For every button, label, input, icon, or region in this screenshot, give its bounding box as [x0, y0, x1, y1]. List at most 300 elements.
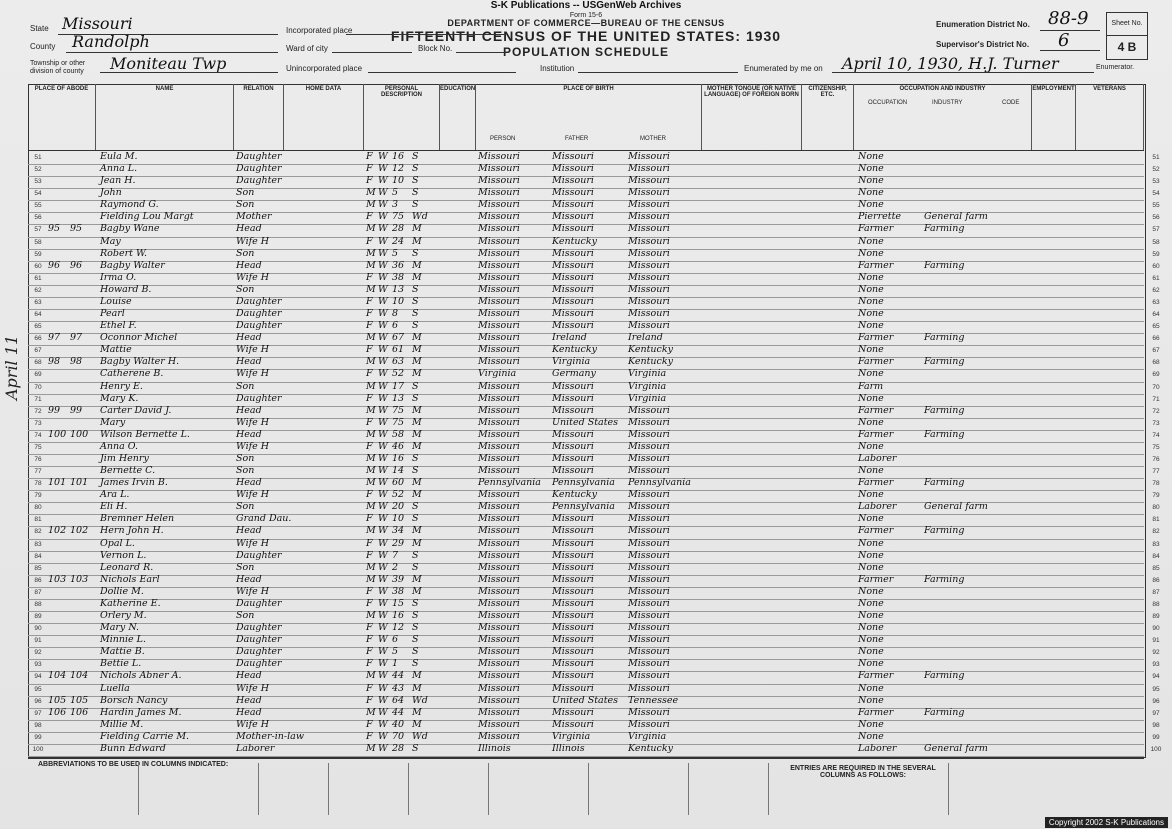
row-number: 56 [34, 214, 42, 222]
birthplace-person: Missouri [478, 597, 520, 609]
birthplace-mother: Missouri [628, 235, 670, 247]
sex: F [366, 392, 373, 404]
row-number: 58 [34, 238, 42, 246]
row-number-right: 53 [1152, 178, 1160, 186]
family-number: 101 [70, 477, 89, 489]
sex: M [366, 356, 376, 368]
race: W [378, 489, 388, 501]
age: 60 [392, 477, 405, 489]
birthplace-father: Missouri [552, 428, 594, 440]
age: 44 [392, 706, 405, 718]
birthplace-father: United States [552, 416, 619, 428]
birthplace-person: Missouri [478, 259, 520, 271]
marital-status: S [412, 634, 419, 646]
birthplace-father: Missouri [552, 283, 594, 295]
person-name: Vernon L. [100, 549, 147, 561]
relation: Wife H [236, 440, 270, 452]
marital-status: M [412, 344, 422, 356]
column-header-label: EMPLOYMENT [1032, 86, 1075, 92]
birthplace-person: Missouri [478, 247, 520, 259]
person-name: Henry E. [100, 380, 143, 392]
person-name: Catherene B. [100, 368, 164, 380]
birthplace-father: Virginia [552, 730, 591, 742]
birthplace-mother: Missouri [628, 175, 670, 187]
row-number: 92 [34, 649, 42, 657]
age: 39 [392, 573, 405, 585]
birthplace-father: Missouri [552, 453, 594, 464]
birthplace-father: Missouri [552, 440, 594, 452]
relation: Son [236, 453, 255, 464]
dwelling-number: 106 [48, 706, 67, 718]
birthplace-mother: Missouri [628, 597, 670, 609]
row-number-right: 67 [1152, 347, 1160, 355]
sex: F [366, 320, 373, 332]
occupation: None [858, 440, 884, 452]
occupation: None [858, 283, 884, 295]
row-number: 53 [34, 178, 42, 186]
birthplace-person: Missouri [478, 453, 520, 464]
birthplace-father: Missouri [552, 670, 594, 682]
sex: F [366, 211, 373, 223]
relation: Daughter [236, 658, 282, 670]
abbreviations-title: ABBREVIATIONS TO BE USED IN COLUMNS INDICATED: [38, 761, 229, 768]
occupation: Farmer [858, 706, 894, 718]
relation: Son [236, 187, 255, 199]
row-number-right: 78 [1152, 480, 1160, 488]
person-name: Ethel F. [100, 320, 137, 332]
relation: Mother [236, 211, 272, 223]
relation: Daughter [236, 151, 282, 162]
family-number: 102 [70, 525, 89, 537]
family-number: 96 [70, 259, 83, 271]
person-name: Carter David J. [100, 404, 172, 416]
sex: F [366, 308, 373, 320]
relation: Wife H [236, 235, 270, 247]
row-number-right: 76 [1152, 456, 1160, 463]
family-number: 106 [70, 706, 89, 718]
birthplace-person: Missouri [478, 175, 520, 187]
dwelling-number: 105 [48, 694, 67, 706]
age: 1 [392, 658, 399, 670]
birthplace-father: Missouri [552, 187, 594, 199]
birthplace-person: Missouri [478, 561, 520, 573]
sex: M [366, 404, 376, 416]
marital-status: S [412, 187, 419, 199]
birthplace-father: Missouri [552, 404, 594, 416]
ward-label: Ward of city [286, 44, 328, 53]
occupation: None [858, 247, 884, 259]
race: W [378, 392, 388, 404]
occupation: None [858, 718, 884, 730]
dwelling-number: 101 [48, 477, 67, 489]
row-number: 90 [34, 625, 42, 633]
person-name: Katherine E. [100, 597, 161, 609]
birthplace-person: Missouri [478, 489, 520, 501]
column-header [802, 84, 854, 150]
family-number: 97 [70, 332, 83, 344]
age: 61 [392, 344, 405, 356]
form-number: Form 15-6 [569, 12, 603, 19]
race: W [378, 634, 388, 646]
sex: F [366, 658, 373, 670]
person-name: Bagby Wane [100, 223, 160, 235]
birthplace-mother: Missouri [628, 163, 670, 175]
person-name: Mattie B. [100, 646, 145, 658]
industry: Farming [924, 525, 965, 537]
race: W [378, 646, 388, 658]
sheet-label: Sheet No. [1107, 13, 1147, 36]
relation: Daughter [236, 295, 282, 307]
sex: M [366, 525, 376, 537]
dwelling-number: 95 [48, 223, 61, 235]
age: 16 [392, 453, 405, 464]
row-number-right: 95 [1152, 685, 1160, 693]
row-number: 81 [34, 516, 42, 524]
birthplace-father: Virginia [552, 356, 591, 368]
birthplace-person: Missouri [478, 404, 520, 416]
state-label: State [30, 24, 49, 33]
row-number: 83 [34, 540, 42, 548]
marital-status: S [412, 742, 419, 754]
occupation: None [858, 344, 884, 356]
marital-status: M [412, 428, 422, 440]
row-number-right: 64 [1152, 311, 1160, 319]
column-header [854, 84, 1032, 150]
relation: Wife H [236, 344, 270, 356]
row-number: 73 [34, 419, 42, 427]
row-number-right: 93 [1152, 661, 1160, 669]
row-number: 87 [34, 588, 42, 596]
race: W [378, 465, 388, 477]
sex: F [366, 416, 373, 428]
person-name: Bettie L. [100, 658, 142, 670]
dwelling-number: 103 [48, 573, 67, 585]
relation: Head [236, 223, 262, 235]
occupation: Farmer [858, 670, 894, 682]
person-name: Ara L. [100, 489, 130, 501]
marital-status: S [412, 561, 419, 573]
relation: Head [236, 573, 262, 585]
relation: Mother-in-law [236, 730, 304, 742]
marital-status: M [412, 223, 422, 235]
race: W [378, 682, 388, 694]
sex: F [366, 622, 373, 634]
person-name: Millie M. [100, 718, 144, 730]
birthplace-father: Missouri [552, 259, 594, 271]
relation: Wife H [236, 537, 270, 549]
sex: M [366, 742, 376, 754]
age: 70 [392, 730, 405, 742]
row-number-right: 86 [1152, 576, 1160, 584]
occupation: Farmer [858, 477, 894, 489]
row-number-right: 99 [1152, 733, 1160, 741]
occupation: None [858, 646, 884, 658]
row-number-right: 70 [1152, 383, 1160, 391]
row-number-right: 54 [1152, 190, 1160, 198]
birthplace-mother: Missouri [628, 453, 670, 464]
occupation: None [858, 622, 884, 634]
marital-status: S [412, 151, 419, 162]
birthplace-mother: Missouri [628, 646, 670, 658]
sex: F [366, 549, 373, 561]
birthplace-mother: Missouri [628, 151, 670, 162]
sex: F [366, 295, 373, 307]
row-number-right: 97 [1152, 709, 1160, 717]
age: 38 [392, 585, 405, 597]
age: 5 [392, 187, 399, 199]
occupation: None [858, 320, 884, 332]
family-number: 105 [70, 694, 89, 706]
age: 10 [392, 295, 405, 307]
sex: F [366, 163, 373, 175]
row-number-right: 81 [1152, 516, 1160, 524]
family-number: 99 [70, 404, 83, 416]
race: W [378, 247, 388, 259]
birthplace-mother: Missouri [628, 187, 670, 199]
row-number-right: 87 [1152, 588, 1160, 596]
marital-status: M [412, 356, 422, 368]
occupation: None [858, 295, 884, 307]
enumerator-label: Enumerator. [1096, 64, 1135, 71]
birthplace-father: Missouri [552, 211, 594, 223]
birthplace-mother: Missouri [628, 622, 670, 634]
birthplace-mother: Missouri [628, 199, 670, 211]
marital-status: S [412, 175, 419, 187]
occupation: None [858, 163, 884, 175]
race: W [378, 295, 388, 307]
race: W [378, 368, 388, 380]
dwelling-number: 104 [48, 670, 67, 682]
occupation: None [858, 416, 884, 428]
birthplace-person: Missouri [478, 525, 520, 537]
birthplace-father: Missouri [552, 597, 594, 609]
sex: F [366, 694, 373, 706]
industry: Farming [924, 428, 965, 440]
column-header-label: EDUCATION [440, 86, 476, 92]
sheet-number-box [1106, 12, 1148, 60]
occupation: None [858, 465, 884, 477]
person-name: Howard B. [100, 283, 152, 295]
birthplace-mother: Missouri [628, 465, 670, 477]
marital-status: S [412, 513, 419, 525]
age: 40 [392, 718, 405, 730]
ed-value: 88-9 [1048, 8, 1089, 29]
birthplace-father: Germany [552, 368, 596, 380]
enumerated-label: Enumerated by me on [744, 64, 823, 73]
row-number-right: 80 [1152, 504, 1160, 512]
occupation: None [858, 585, 884, 597]
age: 43 [392, 682, 405, 694]
birthplace-person: Missouri [478, 380, 520, 392]
unincorporated-label: Unincorporated place [286, 64, 363, 73]
race: W [378, 223, 388, 235]
birthplace-mother: Missouri [628, 440, 670, 452]
race: W [378, 730, 388, 742]
person-name: John [100, 187, 122, 199]
marital-status: M [412, 682, 422, 694]
relation: Head [236, 706, 262, 718]
township-value: Moniteau Twp [110, 54, 227, 73]
relation: Head [236, 694, 262, 706]
sex: M [366, 561, 376, 573]
industry: General farm [924, 211, 988, 223]
birthplace-person: Missouri [478, 283, 520, 295]
person-name: Anna L. [100, 163, 138, 175]
occupation: None [858, 730, 884, 742]
occupation: None [858, 187, 884, 199]
age: 16 [392, 610, 405, 622]
family-number: 95 [70, 223, 83, 235]
birthplace-person: Missouri [478, 211, 520, 223]
column-header [1032, 84, 1076, 150]
occupation-subheader: CODE [1002, 100, 1020, 106]
sex: M [366, 428, 376, 440]
birthplace-person: Missouri [478, 537, 520, 549]
marital-status: S [412, 597, 419, 609]
relation: Head [236, 356, 262, 368]
sex: F [366, 585, 373, 597]
column-header-label: NAME [155, 86, 174, 92]
race: W [378, 549, 388, 561]
race: W [378, 537, 388, 549]
sex: F [366, 235, 373, 247]
row-number-right: 58 [1152, 238, 1160, 246]
birthplace-mother: Missouri [628, 525, 670, 537]
person-name: Eli H. [100, 501, 128, 513]
row-number-right: 59 [1152, 250, 1160, 258]
relation: Son [236, 199, 255, 211]
row-number: 60 [34, 262, 42, 270]
row-number-right: 100 [1150, 745, 1162, 753]
occupation: Farm [858, 380, 884, 392]
age: 29 [392, 537, 405, 549]
row-number: 75 [34, 443, 42, 451]
race: W [378, 513, 388, 525]
row-number: 98 [34, 721, 42, 729]
row-number-right: 96 [1152, 697, 1160, 705]
race: W [378, 477, 388, 489]
person-name: Dollie M. [100, 585, 144, 597]
industry: Farming [924, 259, 965, 271]
row-number: 80 [34, 504, 42, 512]
birthplace-mother: Missouri [628, 223, 670, 235]
row-number: 93 [34, 661, 42, 669]
side-date-note: April 11 [2, 334, 21, 400]
birthplace-mother: Missouri [628, 573, 670, 585]
birthplace-mother: Missouri [628, 295, 670, 307]
person-name: Mary K. [100, 392, 139, 404]
birthplace-person: Missouri [478, 622, 520, 634]
birthplace-father: Missouri [552, 706, 594, 718]
relation: Wife H [236, 682, 270, 694]
marital-status: M [412, 235, 422, 247]
sex: M [366, 380, 376, 392]
sex: M [366, 187, 376, 199]
relation: Wife H [236, 416, 270, 428]
birthplace-mother: Missouri [628, 211, 670, 223]
birthplace-mother: Missouri [628, 404, 670, 416]
row-number: 77 [34, 468, 42, 476]
race: W [378, 694, 388, 706]
relation: Wife H [236, 368, 270, 380]
birthplace-person: Missouri [478, 501, 520, 513]
occupation: Farmer [858, 223, 894, 235]
birthplace-mother: Pennsylvania [628, 477, 691, 489]
marital-status: S [412, 501, 419, 513]
marital-status: S [412, 610, 419, 622]
age: 6 [392, 634, 399, 646]
birthplace-person: Missouri [478, 706, 520, 718]
birth-subheader: MOTHER [640, 136, 666, 142]
age: 8 [392, 308, 399, 320]
age: 28 [392, 223, 405, 235]
marital-status: S [412, 622, 419, 634]
age: 13 [392, 283, 405, 295]
row-number-right: 57 [1152, 226, 1160, 234]
row-number-right: 62 [1152, 286, 1160, 294]
row-number: 64 [34, 311, 42, 319]
birthplace-person: Missouri [478, 670, 520, 682]
race: W [378, 175, 388, 187]
row-number: 86 [34, 576, 42, 584]
row-number-right: 83 [1152, 540, 1160, 548]
row-number-right: 68 [1152, 359, 1160, 367]
relation: Daughter [236, 392, 282, 404]
person-name: Borsch Nancy [100, 694, 168, 706]
age: 7 [392, 549, 399, 561]
industry: Farming [924, 332, 965, 344]
occupation: None [858, 537, 884, 549]
marital-status: M [412, 259, 422, 271]
enumerated-value: April 10, 1930, H.J. Turner [842, 54, 1059, 73]
relation: Daughter [236, 549, 282, 561]
relation: Son [236, 501, 255, 513]
relation: Head [236, 670, 262, 682]
marital-status: M [412, 416, 422, 428]
column-header [234, 84, 284, 150]
person-name: Orlery M. [100, 610, 147, 622]
age: 17 [392, 380, 405, 392]
marital-status: S [412, 295, 419, 307]
race: W [378, 501, 388, 513]
birthplace-mother: Missouri [628, 585, 670, 597]
marital-status: S [412, 283, 419, 295]
ed-label: Enumeration District No. [936, 20, 1030, 29]
birthplace-person: Missouri [478, 320, 520, 332]
birthplace-mother: Missouri [628, 271, 670, 283]
occupation: Farmer [858, 404, 894, 416]
row-number: 69 [34, 371, 42, 379]
sex: M [366, 283, 376, 295]
age: 10 [392, 513, 405, 525]
birthplace-father: Missouri [552, 525, 594, 537]
sex: F [366, 718, 373, 730]
birthplace-mother: Missouri [628, 706, 670, 718]
dwelling-number: 99 [48, 404, 61, 416]
race: W [378, 163, 388, 175]
marital-status: M [412, 573, 422, 585]
row-number-right: 85 [1152, 564, 1160, 572]
sex: M [366, 453, 376, 464]
birthplace-mother: Missouri [628, 658, 670, 670]
birthplace-person: Missouri [478, 428, 520, 440]
column-header-label: PERSONAL DESCRIPTION [380, 86, 422, 98]
row-number-right: 90 [1152, 625, 1160, 633]
birthplace-mother: Missouri [628, 561, 670, 573]
birthplace-father: Missouri [552, 622, 594, 634]
industry: Farming [924, 573, 965, 585]
occupation: None [858, 549, 884, 561]
